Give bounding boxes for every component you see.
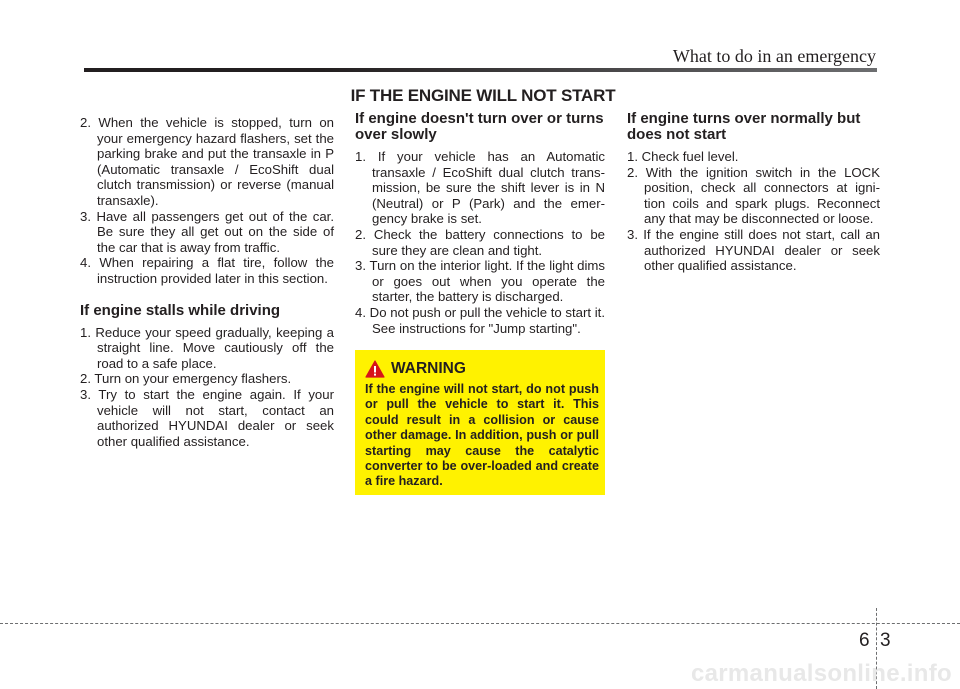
- list-item: 3. Try to start the engine again. If your vehicle will not start, contact an authorized HYUNDAI dealer or seek other qualified assistance.: [80, 386, 334, 449]
- column-right: [627, 111, 880, 274]
- section-title: IF THE ENGINE WILL NOT START: [350, 86, 616, 105]
- column-left: [80, 115, 334, 449]
- list-item: 3. Turn on the interior light. If the light dims or goes out when you operate the starter, the battery is discharged.: [355, 258, 605, 305]
- column-middle: [355, 111, 605, 336]
- warning-header: [365, 360, 599, 378]
- watermark: carmanualsonline.info: [690, 660, 952, 687]
- no-turnover-heading: If engine doesn't turn over or turns over slowly: [355, 110, 604, 143]
- no-start-steps-list: [627, 149, 880, 274]
- stall-steps-list: [80, 325, 334, 450]
- no-turnover-steps-list: [355, 149, 605, 336]
- warning-box: [355, 350, 605, 495]
- chapter-number: 6: [859, 630, 870, 651]
- page-number: 3: [880, 630, 891, 651]
- list-item: 1. Check fuel level.: [627, 149, 739, 164]
- footer-rule: [0, 623, 960, 624]
- list-item: 2. Turn on your emergency flashers.: [80, 371, 292, 387]
- no-start-heading: If engine turns over normally but does not start: [627, 110, 861, 143]
- warning-triangle-icon: [365, 360, 385, 378]
- list-item: 3. Have all passengers get out of the car. Be sure they all get out on the side of the car that is away from traffic.: [80, 208, 334, 255]
- list-item: 1. If your vehicle has an Automatic transaxle / EcoShift dual clutch trans-mission, be sure the shift lever is in N (Neutral) or P (Park) and the emer-gency brake is set.: [355, 149, 605, 227]
- list-item: 2. Check the battery connections to be sure they are clean and tight.: [355, 226, 605, 258]
- stall-heading: If engine stalls while driving: [80, 301, 281, 319]
- list-item: 1. Reduce your speed gradually, keeping a straight line. Move cautiously off the road to a safe place.: [80, 324, 334, 371]
- warning-label: WARNING: [391, 360, 466, 377]
- list-item: 4. When repairing a flat tire, follow the instruction provided later in this section.: [80, 255, 334, 286]
- list-item: 2. When the vehicle is stopped, turn on your emergency hazard flashers, set the parking brake and put the transaxle in P (Automatic transaxle / EcoShift dual clutch transmission) or reverse (manual transaxle).: [80, 115, 334, 208]
- list-item: 4. Do not push or pull the vehicle to start it. See instructions for "Jump starting".: [355, 304, 605, 336]
- header-rule: [84, 68, 877, 72]
- intro-steps-list: [80, 115, 334, 287]
- warning-text: If the engine will not start, do not push or pull the vehicle to start it. This could result in a collision or cause other damage. In addition, push or pull starting may cause the catalytic converter to be over-loaded and create a fire hazard.: [365, 382, 599, 489]
- header-title: What to do in an emergency: [672, 46, 876, 66]
- list-item: 2. With the ignition switch in the LOCK position, check all connectors at igni-tion coils and spark plugs. Reconnect any that may be disconnected or loose.: [627, 164, 880, 227]
- list-item: 3. If the engine still does not start, call an authorized HYUNDAI dealer or seek other qualified assistance.: [627, 226, 880, 274]
